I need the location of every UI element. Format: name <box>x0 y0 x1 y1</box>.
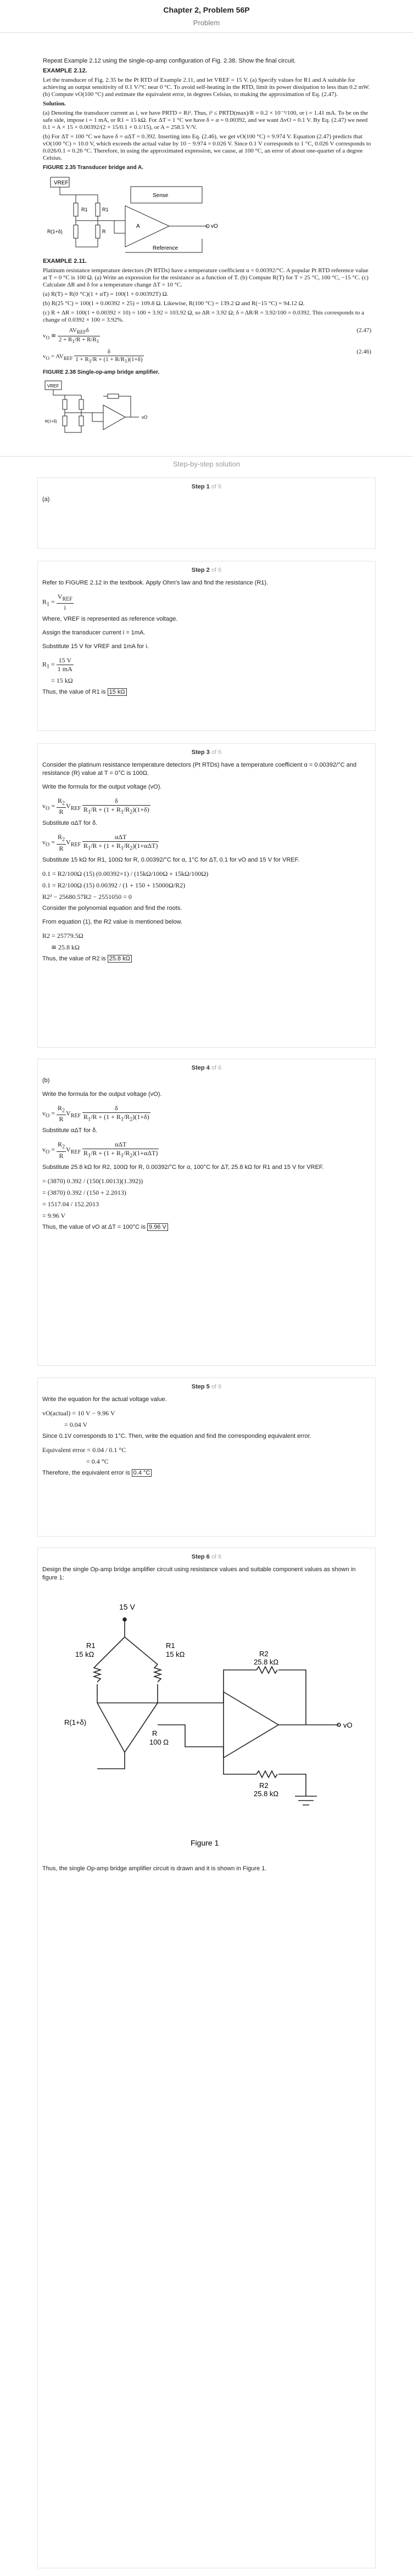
fig-1-rtd-label: R(1+δ) <box>64 1718 87 1726</box>
step-4-vo-1: = (3870) 0.392 / (150(1.0013)(1.392)) <box>42 1177 143 1185</box>
fig-1-r-label: R <box>152 1729 158 1737</box>
step-3-text-2: Write the formula for the output voltage (vO). <box>42 784 162 790</box>
step-2-formula: $R_1$ = $\frac{V_{REF}}{i}$ <box>42 593 72 612</box>
step-3-answer: Thus, the value of R2 is 25.8 kΩ <box>42 955 371 963</box>
step-3-card <box>37 743 376 1048</box>
svg-text:Sense: Sense <box>153 193 169 199</box>
svg-text:Reference: Reference <box>153 245 178 251</box>
equation-247: $v_O$ ≅ $\frac{AV_{REF}\delta}{2 + R_1/R + R/R_1}$ (2.47) <box>43 327 371 345</box>
step-5-answer: Therefore, the equivalent error is 0.4 °C <box>42 1469 371 1477</box>
step-2-title: Step 2 of 6 <box>191 567 222 573</box>
solution-b: (b) For ΔT = 100 °C we have δ = αΔT = 0.392. Inserting into Eq. (2.46), we get vO(100 °C) = 9.974 V. Equation (2.47) predicts that vO(100 °C) = 10.0 V, which exceeds the actual value by 10 − 9.974 = 0.026 V. Since 0.1 V corresponds to 1 °C, 0.026 V corresponds to 0.026/0.1 = 0.26 °C. Therefore, in using the approximated expression, we cause, at 100 °C, an error of about one-quarter of a degree Celsius. <box>43 133 371 161</box>
step-5-title: Step 5 of 6 <box>191 1383 222 1390</box>
svg-text:R: R <box>102 229 106 234</box>
step-4-vo-2: = (3870) 0.392 / (150 + 2.2013) <box>42 1188 126 1196</box>
eq-246-number: (2.46) <box>356 348 371 356</box>
step-3-text-6: From equation (1), the R2 value is mentioned below. <box>42 918 182 925</box>
step-6-card <box>37 1548 376 2568</box>
step-4-text-2: Substitute αΔT for δ. <box>42 1127 98 1134</box>
step-4-text-3: Substitute 25.8 kΩ for R2, 100Ω for R, 0.00392/°C for α, 100°C for ΔT, 25.8 kΩ for R1 and 15 V for VREF. <box>42 1163 324 1171</box>
step-3-r2-value: R2 = 25779.5Ω <box>42 931 83 940</box>
step-6-text-2: Thus, the single Op-amp bridge amplifier circuit is drawn and it is shown in Figure 1. <box>42 1865 267 1872</box>
step-4-answer: Thus, the value of vO at ΔT = 100°C is 9.96 V <box>42 1223 371 1231</box>
svg-text:vO: vO <box>211 223 218 229</box>
step-4-title: Step 4 of 6 <box>191 1065 222 1071</box>
figure-1-circuit <box>42 1588 372 2444</box>
example-211-label: EXAMPLE 2.11. <box>43 258 87 265</box>
example-212-text: Let the transducer of Fig. 2.35 be the Pt RTD of Example 2.11, and let VREF = 15 V. (a) Specify values for R1 and A suitable for achieving an output sensitivity of 0.1 V/°C near 0 °C. To avoid self-heating in the RTD, limit its power dissipation to less than 0.2 mW. (b) Compute vO(100 °C) and estimate the equivalent error, in degrees Celsius, to making the approximation of Eq. (2.47). <box>43 77 370 98</box>
step-5-eq-4: = 0.4 °C <box>86 1458 109 1465</box>
example-211-b: (b) R(25 °C) = 100(1 + 0.00392 × 25) = 109.8 Ω. Likewise, R(100 °C) = 139.2 Ω and R(−15 °C) = 94.12 Ω. <box>43 300 305 307</box>
svg-text:VREF: VREF <box>54 180 69 186</box>
step-5-text-1: Write the equation for the actual voltage value. <box>42 1396 167 1403</box>
step-4-formula-2: $v_O$ = $\frac{R_2}{R}$ $V_{REF}$ $\frac{\text{αΔT}}{R_1/R + (1 + R_1/R_2)(1+\alpha\Delta T)}$ <box>42 1140 158 1160</box>
step-3-title: Step 3 of 6 <box>191 749 222 756</box>
svg-text:A: A <box>136 223 140 229</box>
svg-text:R(1+δ): R(1+δ) <box>47 229 63 234</box>
example-211-a: (a) R(T) = R(0 °C)(1 + αT) = 100(1 + 0.00392T) Ω. <box>43 291 169 297</box>
step-4-part: (b) <box>42 1077 50 1084</box>
problem-tab[interactable]: Problem <box>193 19 220 27</box>
example-211-c: (c) R + ΔR = 100(1 + 0.00392 × 10) = 100 + 3.92 = 103.92 Ω, so ΔR = 3.92 Ω; δ = ΔR/R = 3.92/100 = 0.0392. This corresponds to a change of 0.0392 × 100 = 3.92%. <box>43 310 365 323</box>
step-2-text-2: Where, VREF is represented as reference voltage. <box>42 616 178 623</box>
step-5-eq-2: = 0.04 V <box>64 1421 88 1428</box>
fig-1-r2b-label: R2 <box>259 1781 269 1790</box>
svg-text:R1: R1 <box>102 207 109 212</box>
solution-a: (a) Denoting the transducer current as i, we have PRTD = Ri². Thus, i² ≤ PRTD(max)/R = 0.2 × 10⁻³/100, or i = 1.41 mA. To be on the safe side, impose i = 1 mA, or R1 = 15 kΩ. For ΔT = 1 °C we have δ = α = 0.00392, and we want ΔvO = 0.1 V. By Eq. (2.47) we need 0.1 = A × 15 × 0.00392/(2 + 15/0.1 + 0.1/15), or A = 258.5 V/V. <box>43 110 368 131</box>
problem-statement <box>43 57 371 440</box>
step-1-title: Step 1 of 6 <box>191 483 222 490</box>
step-5-card <box>37 1377 376 1537</box>
svg-text:vO: vO <box>142 414 148 420</box>
svg-text:VREF: VREF <box>47 383 59 389</box>
figure-238-caption: FIGURE 2.38 Single-op-amp bridge amplifier. <box>43 369 160 375</box>
step-3-formula-2: $v_O$ = $\frac{R_2}{R}$ $V_{REF}$ $\frac{\text{αΔT}}{R_1/R + (1 + R_1/R_2)(1+\alpha\Delta T)}$ <box>42 833 158 852</box>
solution-label: Solution. <box>43 100 66 107</box>
page-title: Chapter 2, Problem 56P <box>163 5 250 14</box>
step-3-formula-1: $v_O$ = $\frac{R_2}{R}$ $V_{REF}$ $\frac{\delta}{R_1/R + (1 + R_1/R_2)(1+\delta)}$ <box>42 797 149 816</box>
step-1-card <box>37 477 376 549</box>
solution-header: Step-by-step solution <box>172 460 241 468</box>
step-2-result: = 15 kΩ <box>51 677 73 685</box>
svg-text:R(1+δ): R(1+δ) <box>45 419 57 424</box>
step-5-text-2: Since 0.1V corresponds to 1°C. Then, write the equation and find the corresponding equivalent error. <box>42 1433 311 1439</box>
step-4-text-1: Write the formula for the output voltage (vO). <box>42 1091 162 1098</box>
step-2-text-3: Assign the transducer current i = 1mA. <box>42 629 146 637</box>
fig-1-r2-label: R2 <box>259 1650 269 1658</box>
step-4-vo-4: = 9.96 V <box>42 1211 66 1219</box>
fig-1-r2-value: 25.8 kΩ <box>254 1658 279 1666</box>
eq-247-number: (2.47) <box>356 327 371 334</box>
step-3-line-1: 0.1 = R2/100Ω (15) (0.00392×1) / (15kΩ/100Ω + 15kΩ/100Ω) <box>42 869 209 878</box>
step-3-r2-approx: ≅ 25.8 kΩ <box>51 943 80 951</box>
example-212-label: EXAMPLE 2.12. <box>43 68 87 74</box>
fig-1-caption: Figure 1 <box>191 1838 219 1847</box>
fig-1-source-label: 15 V <box>119 1602 135 1611</box>
fig-1-vo-label: vO <box>343 1721 353 1729</box>
fig-1-r1-label: R1 <box>86 1641 96 1650</box>
step-5-eq-3: Equivalent error = 0.04 / 0.1 °C <box>42 1446 126 1454</box>
step-3-text-4: Substitute 15 kΩ for R1, 100Ω for R, 0.00392/°C for α, 1°C for ΔT, 0.1 for vO and 15 V for VREF. <box>42 856 300 863</box>
step-2-calc: $R_1$ = $\frac{15 V}{1 mA}$ <box>42 656 72 673</box>
page-header <box>0 0 413 33</box>
step-6-text-1: Design the single Op-amp bridge amplifier circuit using resistance values and suitable component values as shown in figure 1: <box>42 1566 356 1581</box>
example-211-text: Platinum resistance temperature detectors (Pt RTDs) have a temperature coefficient α = 0.00392/°C. A popular Pt RTD reference value at T = 0 °C is 100 Ω. (a) Write an expression for the resistance as a function of T. (b) Compute R(T) for T = 25 °C, 100 °C, −15 °C. (c) Calculate ΔR and δ for a temperature change ΔT = 10 °C. <box>43 267 369 288</box>
step-3-r2-equation: R2² − 25680.57R2 − 2551050 = 0 <box>42 892 132 901</box>
fig-1-r1b-label: R1 <box>166 1641 175 1650</box>
step-3-text-5: Consider the polynomial equation and find the roots. <box>42 904 182 912</box>
step-2-answer: Thus, the value of R1 is 15 kΩ <box>42 688 371 696</box>
step-4-formula-1: $v_O$ = $\frac{R_2}{R}$ $V_{REF}$ $\frac{\delta}{R_1/R + (1 + R_1/R_2)(1+\delta)}$ <box>42 1104 149 1123</box>
fig-1-r2b-value: 25.8 kΩ <box>254 1790 279 1798</box>
step-2-text-4: Substitute 15 V for VREF and 1mA for i. <box>42 643 149 650</box>
step-3-text-1: Consider the platinum resistance temperature detectors (Pt RTDs) have a temperature coefficient α = 0.00392/°C and resistance (R) value at T = 0°C is 100Ω. <box>42 762 356 777</box>
step-1-part: (a) <box>42 496 50 503</box>
figure-235-caption: FIGURE 2.35 Transducer bridge and A. <box>43 165 144 171</box>
fig-1-r-value: 100 Ω <box>149 1738 169 1746</box>
step-3-line-2: 0.1 = R2/100Ω (15) 0.00392 / (1 + 150 + 15000Ω/R2) <box>42 881 186 889</box>
step-2-text-1: Refer to FIGURE 2.12 in the textbook. Apply Ohm's law and find the resistance (R1). <box>42 580 269 586</box>
step-4-vo-3: = 1517.04 / 152.2013 <box>42 1200 99 1208</box>
step-6-title: Step 6 of 6 <box>191 1554 222 1560</box>
fig-1-r1-value: 15 kΩ <box>75 1650 94 1658</box>
fig-1-r1b-value: 15 kΩ <box>166 1650 185 1658</box>
step-3-text-3: Substitute αΔT for δ. <box>42 820 98 827</box>
step-5-eq-1: vO(actual) = 10 V − 9.96 V <box>42 1409 115 1417</box>
svg-text:R1: R1 <box>81 207 88 212</box>
problem-intro: Repeat Example 2.12 using the single-op-amp configuration of Fig. 2.38. Show the final circuit. <box>43 58 296 64</box>
figure-235-circuit <box>43 173 274 255</box>
figure-238-circuit <box>43 378 153 438</box>
step-2-card <box>37 561 376 731</box>
step-4-card <box>37 1059 376 1366</box>
equation-246: $v_O = AV_{REF}$ $\frac{\delta}{1 + R_1/R + (1 + R/R_1)(1+\delta)}$ (2.46) <box>43 348 371 364</box>
